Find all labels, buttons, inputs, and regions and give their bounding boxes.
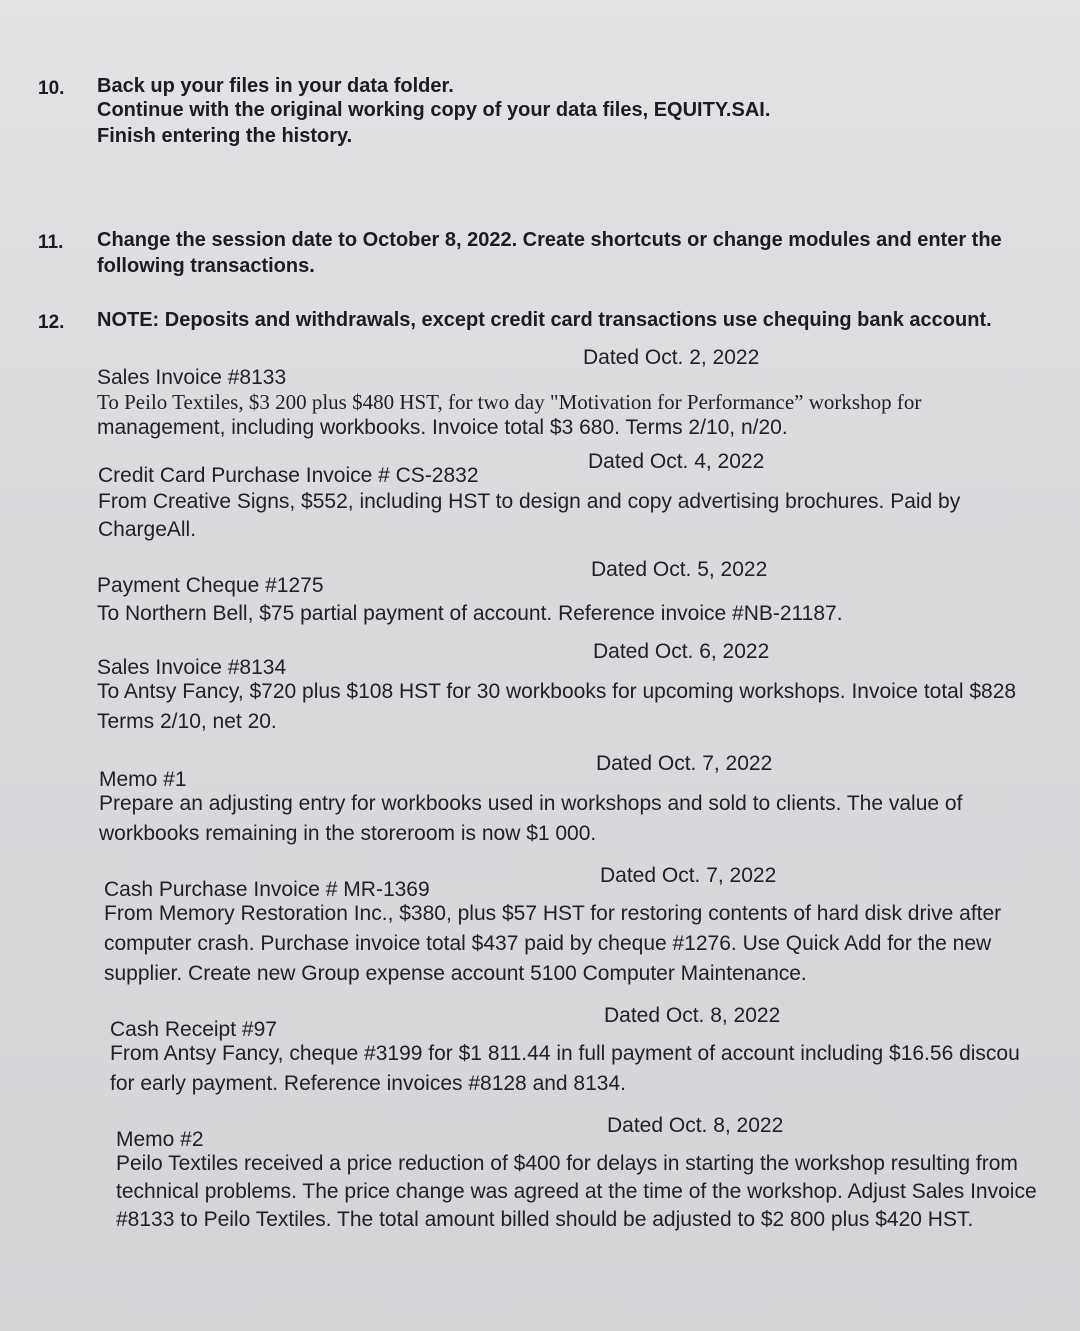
transaction-line: computer crash. Purchase invoice total $437 paid by cheque #1276. Use Quick Add for the new (104, 932, 992, 955)
transaction-line: supplier. Create new Group expense account 5100 Computer Maintenance. (104, 962, 807, 985)
transaction-line: for early payment. Reference invoices #8128 and 8134. (110, 1072, 626, 1095)
step-instructions (97, 226, 1060, 280)
transaction-line: Peilo Textiles received a price reduction of $400 for delays in starting the workshop resulting from (116, 1152, 1018, 1175)
transaction-line: Prepare an adjusting entry for workbooks used in workshops and sold to clients. The value of (99, 792, 963, 815)
transaction-line: technical problems. The price change was agreed at the time of the workshop. Adjust Sales Invoice (116, 1180, 1037, 1203)
transaction-details (99, 790, 1080, 848)
step-instructions (97, 306, 1060, 334)
transaction-line: Terms 2/10, net 20. (97, 710, 277, 733)
transaction-title: Memo #1 (99, 768, 187, 791)
step-instructions (97, 72, 1060, 150)
transaction-details (104, 900, 1080, 988)
transaction-line: To Northern Bell, $75 partial payment of account. Reference invoice #NB-21187. (97, 602, 843, 625)
transaction-line: From Memory Restoration Inc., $380, plus $57 HST for restoring contents of hard disk drive after (104, 902, 1002, 925)
transaction-date: Dated Oct. 7, 2022 (596, 752, 773, 775)
transaction-details (97, 678, 1080, 736)
transaction-line: To Peilo Textiles, $3 200 plus $480 HST, for two day "Motivation for Performance” workshop for (97, 390, 922, 414)
transaction-details (97, 600, 1080, 628)
transaction-date: Dated Oct. 6, 2022 (593, 640, 770, 663)
step-number: 11. (38, 232, 64, 253)
transaction-line: From Antsy Fancy, cheque #3199 for $1 811.44 in full payment of account including $16.56 discou (110, 1042, 1020, 1065)
transaction-details (98, 488, 1080, 544)
transaction-date: Dated Oct. 2, 2022 (583, 346, 760, 369)
transaction-line: management, including workbooks. Invoice total $3 680. Terms 2/10, n/20. (97, 416, 788, 439)
transaction-line: workbooks remaining in the storeroom is now $1 000. (99, 822, 597, 845)
transaction-line: #8133 to Peilo Textiles. The total amount billed should be adjusted to $2 800 plus $420 HST. (116, 1208, 974, 1231)
step-line: NOTE: Deposits and withdrawals, except credit card transactions use chequing bank account. (97, 309, 992, 331)
transaction-title: Memo #2 (116, 1128, 204, 1151)
step-line: Change the session date to October 8, 2022. Create shortcuts or change modules and enter the (97, 229, 1002, 251)
step-line: Continue with the original working copy of your data files, EQUITY.SAI. (97, 99, 771, 121)
transaction-details (110, 1040, 1080, 1098)
transaction-line: ChargeAll. (98, 518, 197, 541)
transaction-title: Cash Purchase Invoice # MR-1369 (104, 878, 430, 901)
transaction-date: Dated Oct. 8, 2022 (607, 1114, 784, 1137)
transaction-date: Dated Oct. 4, 2022 (588, 450, 765, 473)
transaction-details (97, 388, 1080, 442)
step-number: 10. (38, 78, 65, 99)
step-line: Finish entering the history. (97, 125, 353, 147)
transaction-title: Credit Card Purchase Invoice # CS-2832 (98, 464, 479, 487)
step-number: 12. (38, 312, 65, 333)
transaction-date: Dated Oct. 5, 2022 (591, 558, 768, 581)
transaction-date: Dated Oct. 7, 2022 (600, 864, 777, 887)
transaction-title: Cash Receipt #97 (110, 1018, 277, 1041)
transaction-title: Sales Invoice #8133 (97, 366, 287, 389)
step-line: Back up your files in your data folder. (97, 75, 454, 97)
transaction-title: Payment Cheque #1275 (97, 574, 324, 597)
transaction-title: Sales Invoice #8134 (97, 656, 287, 679)
transaction-line: To Antsy Fancy, $720 plus $108 HST for 30 workbooks for upcoming workshops. Invoice total $828 (97, 680, 1017, 703)
transaction-line: From Creative Signs, $552, including HST to design and copy advertising brochures. Paid by (98, 490, 961, 513)
transaction-date: Dated Oct. 8, 2022 (604, 1004, 781, 1027)
transaction-details (116, 1150, 1080, 1234)
step-line: following transactions. (97, 255, 315, 277)
